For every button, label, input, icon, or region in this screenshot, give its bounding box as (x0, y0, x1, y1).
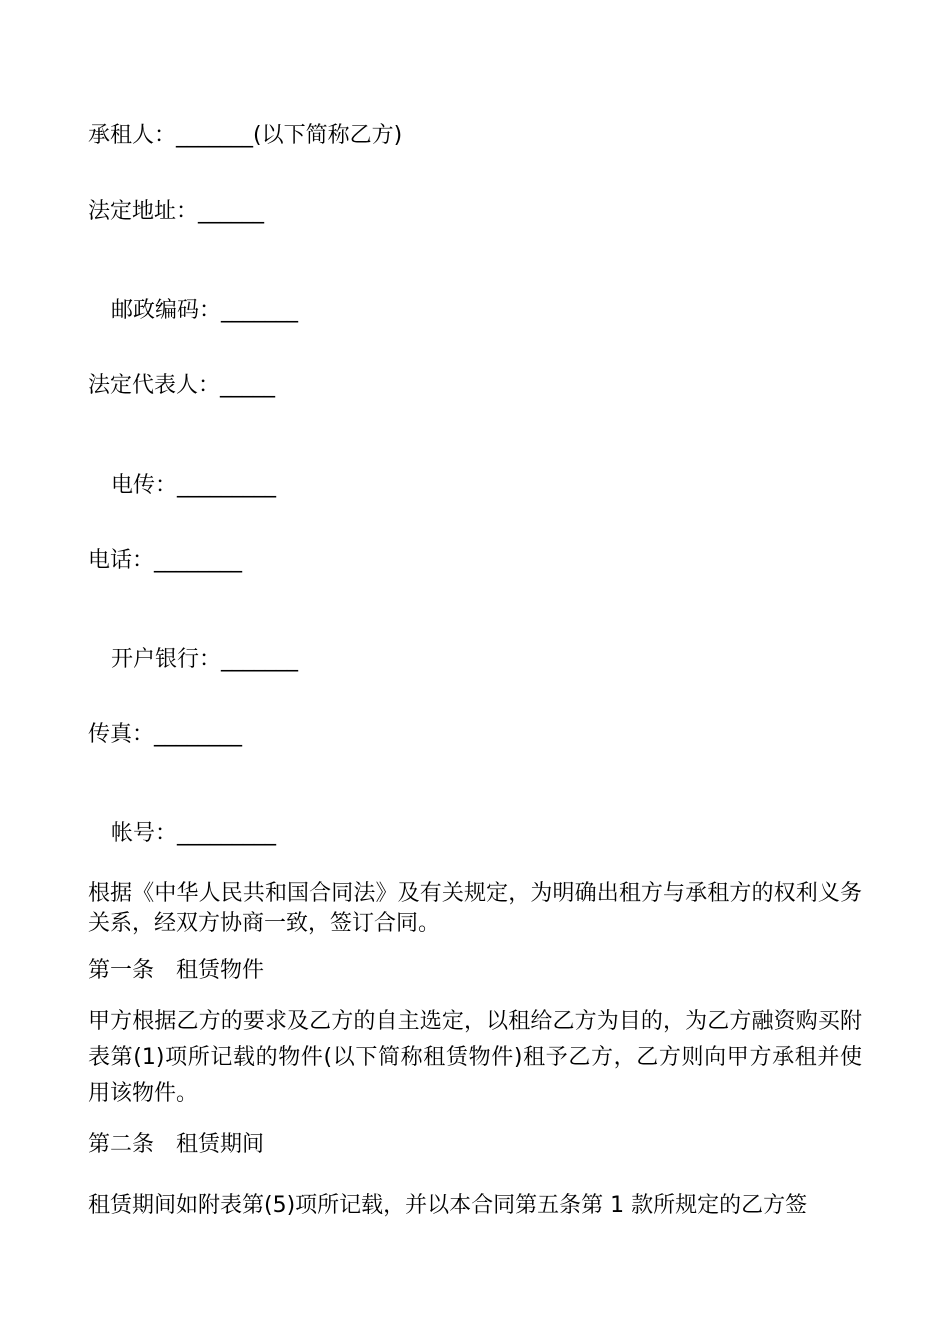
preamble-paragraph: 根据《中华人民共和国合同法》及有关规定，为明确出租方与承租方的权利义务关系，经双方协商一致，签订合同。 (88, 881, 862, 936)
legal-address-field: 法定地址：______ (88, 199, 265, 224)
postal-code-field: 邮政编码：_______ (111, 298, 299, 323)
article-1-heading: 第一条 租赁物件 (88, 958, 265, 983)
telephone-field: 电话：________ (88, 548, 243, 573)
legal-representative-field: 法定代表人：_____ (88, 373, 276, 398)
lessee-field: 承租人：_______(以下简称乙方) (88, 123, 403, 148)
fax-field: 传真：________ (88, 722, 243, 747)
bank-field: 开户银行：_______ (111, 647, 299, 672)
article-2-body: 租赁期间如附表第(5)项所记载，并以本合同第五条第 1 款所规定的乙方签 (88, 1193, 808, 1218)
telegraph-field: 电传：_________ (111, 473, 277, 498)
account-number-field: 帐号：_________ (111, 821, 277, 846)
article-2-heading: 第二条 租赁期间 (88, 1132, 265, 1157)
article-1-body: 甲方根据乙方的要求及乙方的自主选定，以租给乙方为目的，为乙方融资购买附表第(1)项所记载的物件(以下简称租赁物件)租予乙方，乙方则向甲方承租并使用该物件。 (88, 1009, 862, 1106)
